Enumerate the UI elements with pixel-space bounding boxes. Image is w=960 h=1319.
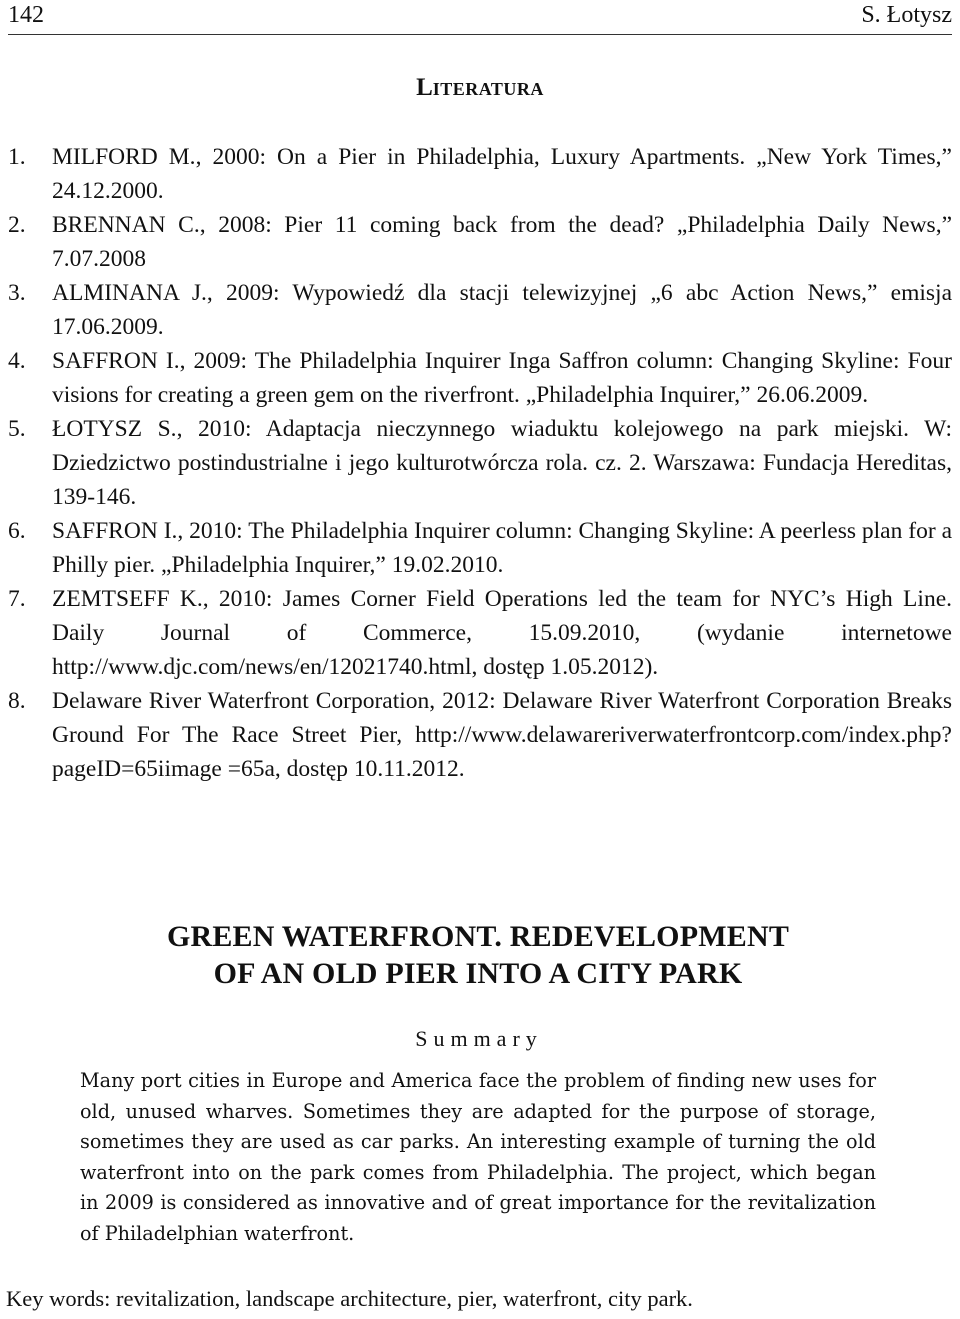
reference-item [0, 582, 952, 684]
summary-label: Summary [415, 1026, 543, 1051]
reference-item [0, 344, 952, 412]
keywords: Key words: revitalization, landscape architecture, pier, waterfront, city park. [6, 1286, 693, 1311]
literature-heading-initial: L [416, 74, 433, 101]
reference-item [0, 514, 952, 582]
reference-body [52, 412, 952, 514]
reference-text: , 2009: The Philadelphia Inquirer Inga Saffron column: Changing Skyline: Four visions for creating a green gem on the riverfront. „Philadelphia Inquirer,” 26.06.2009. [52, 348, 952, 408]
reference-number: 3. [8, 280, 26, 306]
reference-number: 4. [8, 348, 26, 374]
reference-item [0, 140, 952, 208]
reference-text: , 2010: James Corner Field Operations led the team for NYC’s High Line. Daily Journal of Commerce, 15.09.2010, (wydanie internetowe http://www.djc.com/news/en/12021740.html, dostęp 1.05.2012). [52, 586, 953, 680]
reference-body [52, 276, 952, 344]
reference-text: , 2010: Adaptacja nieczynnego wiaduktu kolejowego na park miejski. W: Dziedzictwo postindustrialne i jego kulturotwórcza rola. cz. 2. Warszawa: Fundacja Hereditas, 139-146. [52, 416, 952, 510]
reference-author: BRENNAN C. [52, 212, 200, 238]
reference-number: 8. [8, 688, 26, 714]
reference-body [52, 344, 952, 412]
reference-body [52, 140, 952, 208]
reference-item [0, 208, 952, 276]
english-title [0, 918, 956, 992]
reference-text: , 2009: Wypowiedź dla stacji telewizyjnej „6 abc Action News,” emisja 17.06.2009. [52, 280, 953, 340]
reference-body [52, 582, 952, 684]
literature-heading-rest: ITERATURA [432, 79, 544, 99]
reference-number: 2. [8, 212, 26, 238]
reference-body [52, 208, 952, 276]
literature-heading [0, 74, 960, 102]
english-title-line-1: GREEN WATERFRONT. REDEVELOPMENT [166, 920, 790, 953]
reference-number: 1. [8, 144, 26, 170]
running-head: S. Łotysz [861, 2, 952, 28]
reference-item [0, 276, 952, 344]
abstract-text: Many port cities in Europe and America face the problem of finding new uses for old, unused wharves. Sometimes they are adapted for the purpose of storage, sometimes they are used as car parks. An interesting example of turning the old waterfront into on the park comes from Philadelphia. The project, which began in 2009 is considered as innovative and of great importance for the revitalization of Philadelphian waterfront. [80, 1069, 876, 1245]
reference-text: Delaware River Waterfront Corporation, 2012: Delaware River Waterfront Corporation Breaks Ground For The Race Street Pier, http://www.delawareriverwaterfrontcorp.com/index.php?pageID=65iimage =65a, dostęp 10.11.2012. [52, 688, 952, 782]
reference-number: 6. [8, 518, 26, 544]
reference-text: , 2000: On a Pier in Philadelphia, Luxury Apartments. „New York Times,” 24.12.2000. [52, 144, 952, 204]
reference-number: 7. [8, 586, 26, 612]
english-title-line-2: OF AN OLD PIER INTO A CITY PARK [213, 957, 743, 990]
reference-author: SAFFRON I. [52, 348, 180, 374]
reference-text: , 2008: Pier 11 coming back from the dead? „Philadelphia Daily News,” 7.07.2008 [52, 212, 953, 272]
reference-body [52, 514, 952, 582]
reference-item [0, 684, 952, 786]
reference-author: SAFFRON I. [52, 518, 178, 544]
reference-number: 5. [8, 416, 26, 442]
reference-author: ŁOTYSZ S. [52, 416, 177, 442]
reference-author: ZEMTSEFF K. [52, 586, 203, 612]
reference-item [0, 412, 952, 514]
reference-text: , 2010: The Philadelphia Inquirer column: Changing Skyline: A peerless plan for a Philly pier. „Philadelphia Inquirer,” 19.02.2010. [52, 518, 952, 578]
page-header [8, 2, 952, 35]
reference-list [0, 140, 952, 786]
reference-body [52, 684, 952, 786]
reference-author: MILFORD M. [52, 144, 196, 170]
page-number: 142 [8, 2, 44, 28]
reference-author: ALMINANA J. [52, 280, 207, 306]
